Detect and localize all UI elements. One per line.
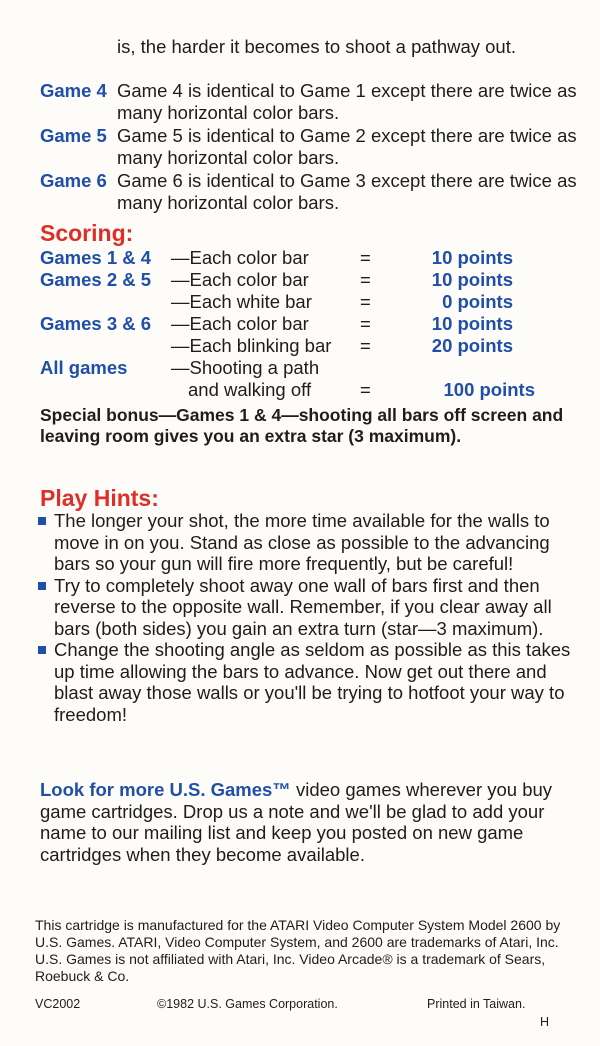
list-item — [38, 575, 583, 640]
game-description: Game 6 is identical to Game 3 except there are twice as many horizontal color bars. — [117, 170, 577, 213]
scoring-description: —Shooting a path — [171, 357, 320, 378]
special-bonus-text: Special bonus—Games 1 & 4—shooting all bars off screen and leaving room gives you an extra star (3 maximum). — [40, 405, 564, 446]
scoring-points: 20 points — [431, 335, 513, 356]
scoring-equals: = — [360, 269, 371, 290]
list-item — [38, 639, 583, 725]
scoring-points: 10 points — [431, 313, 513, 334]
scoring-games: Games 1 & 4 — [40, 247, 152, 268]
bullet-square-icon — [38, 517, 46, 525]
game-description: Game 4 is identical to Game 1 except there are twice as many horizontal color bars. — [117, 80, 577, 123]
bullet-square-icon — [38, 582, 46, 590]
scoring-games: All games — [40, 357, 128, 378]
hint-text: Try to completely shoot away one wall of bars first and then reverse to the opposite wall. Remember, if you clear away all bars (both sides) you gain an extra turn (star—3 maximum). — [54, 574, 552, 639]
game-label: Game 4 — [40, 80, 107, 101]
scoring-description: and walking off — [188, 379, 312, 400]
bullet-square-icon — [38, 646, 46, 654]
copyright-notice: ©1982 U.S. Games Corporation. — [157, 997, 338, 1011]
scoring-games: Games 3 & 6 — [40, 313, 152, 334]
game-entry — [40, 170, 580, 214]
legal-fine-print: This cartridge is manufactured for the ATARI Video Computer System Model 2600 by U.S. Games. ATARI, Video Computer System, and 2600 are trademarks of Atari, Inc. U.S. Games is not affiliated with Atari, Inc. Video Arcade® is a trademark of Sears, Roebuck & Co. — [35, 917, 561, 984]
game-entry — [40, 125, 580, 169]
game-entry — [40, 80, 580, 124]
scoring-description: —Each color bar — [171, 313, 309, 334]
scoring-description: —Each blinking bar — [171, 335, 332, 356]
printed-in: Printed in Taiwan. — [427, 997, 526, 1011]
scoring-equals: = — [360, 335, 371, 356]
game-label: Game 6 — [40, 170, 107, 191]
hint-text: The longer your shot, the more time available for the walls to move in on you. Stand as close as possible to the advancing bars so your gun will fire more frequently, but be careful! — [54, 510, 550, 574]
scoring-description: —Each white bar — [171, 291, 312, 312]
scoring-points: 0 points — [442, 291, 513, 312]
scoring-heading: Scoring: — [40, 220, 134, 246]
play-hints-list — [38, 510, 583, 725]
play-hints-heading: Play Hints: — [40, 485, 159, 511]
scoring-games: Games 2 & 5 — [40, 269, 152, 290]
intro-text: is, the harder it becomes to shoot a pathway out. — [117, 36, 517, 57]
game-label: Game 5 — [40, 125, 107, 146]
more-games-paragraph — [40, 779, 585, 865]
product-code: VC2002 — [35, 997, 81, 1011]
scoring-equals: = — [360, 313, 371, 334]
scoring-points: 10 points — [431, 247, 513, 268]
scoring-points: 10 points — [431, 269, 513, 290]
scoring-points: 100 points — [443, 379, 535, 400]
list-item — [38, 510, 583, 575]
scoring-equals: = — [360, 291, 371, 312]
scoring-equals: = — [360, 379, 371, 400]
scoring-equals: = — [360, 247, 371, 268]
game-description: Game 5 is identical to Game 2 except there are twice as many horizontal color bars. — [117, 125, 577, 168]
more-games-text: video games wherever you buy game cartridges. Drop us a note and we'll be glad to add your name to our mailing list and keep you posted on new game cartridges when they become available. — [40, 779, 553, 865]
scoring-description: —Each color bar — [171, 269, 309, 290]
page-mark: H — [540, 1015, 550, 1029]
more-games-lead: Look for more U.S. Games™ — [40, 779, 291, 800]
hint-text: Change the shooting angle as seldom as possible as this takes up time allowing the bars to advance. Now get out there and blast away those walls or you'll be trying to hotfoot your way to freedom! — [54, 639, 571, 725]
scoring-description: —Each color bar — [171, 247, 309, 268]
